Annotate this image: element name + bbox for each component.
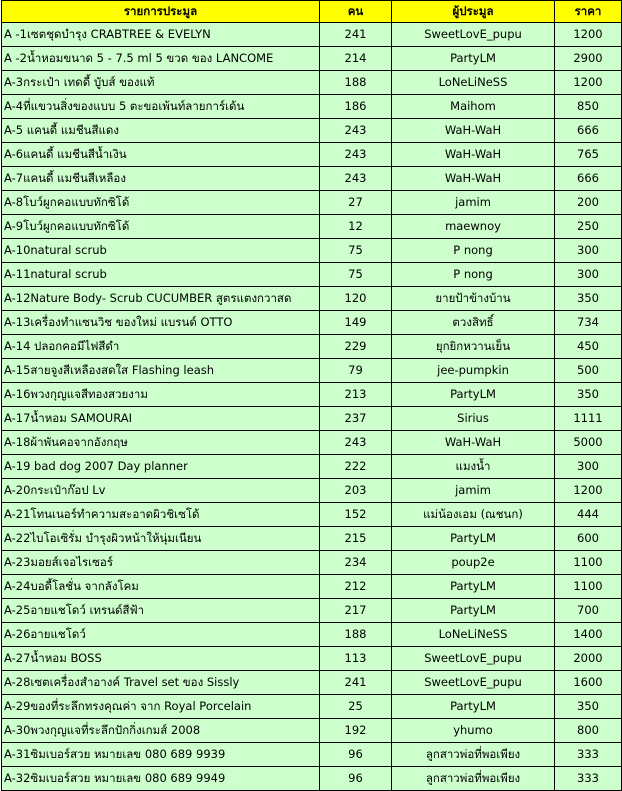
table-header: [2, 1, 622, 23]
header-item: รายการประมูล: [2, 1, 320, 23]
item-cell: A-9โบว์ผูกคอแบบทักซิโด้: [2, 215, 320, 239]
count-cell: 96: [320, 767, 392, 791]
table-row: [2, 671, 622, 695]
seller-cell: LoNeLiNeSS: [392, 623, 555, 647]
count-cell: 96: [320, 743, 392, 767]
table-row: [2, 191, 622, 215]
item-cell: A -1เซตชุดบำรุง CRABTREE & EVELYN: [2, 23, 320, 47]
header-count: คน: [320, 1, 392, 23]
table-row: [2, 359, 622, 383]
table-row: [2, 455, 622, 479]
count-cell: 27: [320, 191, 392, 215]
count-cell: 214: [320, 47, 392, 71]
table-row: [2, 167, 622, 191]
price-cell: 600: [555, 527, 622, 551]
table-row: [2, 263, 622, 287]
count-cell: 25: [320, 695, 392, 719]
item-cell: A-26อายแชโดว์: [2, 623, 320, 647]
item-cell: A-21โทนเนอร์ทำความสะอาดผิวชิเซโด้: [2, 503, 320, 527]
item-cell: A-28เซตเครื่องสำอางค์ Travel set ของ Sissly: [2, 671, 320, 695]
count-cell: 215: [320, 527, 392, 551]
item-cell: A-31ซิมเบอร์สวย หมายเลข 080 689 9939: [2, 743, 320, 767]
seller-cell: PartyLM: [392, 599, 555, 623]
seller-cell: jamim: [392, 191, 555, 215]
seller-cell: SweetLovE_pupu: [392, 23, 555, 47]
count-cell: 120: [320, 287, 392, 311]
item-cell: A-18ผ้าพันคอจากอังกฤษ: [2, 431, 320, 455]
price-cell: 1600: [555, 671, 622, 695]
seller-cell: ลูกสาวพ่อที่พอเพียง: [392, 767, 555, 791]
count-cell: 212: [320, 575, 392, 599]
price-cell: 444: [555, 503, 622, 527]
table-row: [2, 143, 622, 167]
price-cell: 300: [555, 455, 622, 479]
table-row: [2, 767, 622, 791]
item-cell: A-16พวงกุญแจสีทองสวยงาม: [2, 383, 320, 407]
price-cell: 1100: [555, 575, 622, 599]
item-cell: A-30พวงกุญแจที่ระลึกปักกิ่งเกมส์ 2008: [2, 719, 320, 743]
price-cell: 1200: [555, 23, 622, 47]
header-row: [2, 1, 622, 23]
price-cell: 1200: [555, 71, 622, 95]
price-cell: 1200: [555, 479, 622, 503]
item-cell: A-13เครื่องทำแซนวิช ของใหม่ แบรนด์ OTTO: [2, 311, 320, 335]
table-row: [2, 287, 622, 311]
seller-cell: WaH-WaH: [392, 431, 555, 455]
item-cell: A-20กระเป๋าก๊อป Lv: [2, 479, 320, 503]
header-price: ราคา: [555, 1, 622, 23]
seller-cell: yhumo: [392, 719, 555, 743]
table-row: [2, 215, 622, 239]
table-row: [2, 239, 622, 263]
item-cell: A-8โบว์ผูกคอแบบทักซิโด้: [2, 191, 320, 215]
table-row: [2, 311, 622, 335]
item-cell: A-12Nature Body- Scrub CUCUMBER สูตรแตงกวาสด: [2, 287, 320, 311]
price-cell: 765: [555, 143, 622, 167]
item-cell: A-25อายแชโดว์ เทรนด์สีฟ้า: [2, 599, 320, 623]
count-cell: 188: [320, 623, 392, 647]
seller-cell: WaH-WaH: [392, 119, 555, 143]
count-cell: 241: [320, 671, 392, 695]
price-cell: 5000: [555, 431, 622, 455]
item-cell: A-3กระเป๋า เทดดี้ บัูบส์ ของแท้: [2, 71, 320, 95]
seller-cell: PartyLM: [392, 527, 555, 551]
count-cell: 222: [320, 455, 392, 479]
price-cell: 1400: [555, 623, 622, 647]
seller-cell: P nong: [392, 239, 555, 263]
table-row: [2, 575, 622, 599]
price-cell: 1100: [555, 551, 622, 575]
price-cell: 800: [555, 719, 622, 743]
seller-cell: PartyLM: [392, 695, 555, 719]
table-row: [2, 623, 622, 647]
table-row: [2, 431, 622, 455]
table-row: [2, 647, 622, 671]
item-cell: A-6แคนดี้ แมชีนสีน้ำเงิน: [2, 143, 320, 167]
count-cell: 192: [320, 719, 392, 743]
seller-cell: แมงน้ำ: [392, 455, 555, 479]
price-cell: 450: [555, 335, 622, 359]
count-cell: 75: [320, 239, 392, 263]
count-cell: 243: [320, 119, 392, 143]
seller-cell: SweetLovE_pupu: [392, 647, 555, 671]
item-cell: A-5 แคนดี้ แมชีนสีแดง: [2, 119, 320, 143]
price-cell: 734: [555, 311, 622, 335]
price-cell: 350: [555, 287, 622, 311]
table-body: [2, 23, 622, 791]
price-cell: 2000: [555, 647, 622, 671]
count-cell: 217: [320, 599, 392, 623]
count-cell: 237: [320, 407, 392, 431]
table-row: [2, 335, 622, 359]
seller-cell: WaH-WaH: [392, 143, 555, 167]
seller-cell: ยายป้าข้างบ้าน: [392, 287, 555, 311]
price-cell: 666: [555, 119, 622, 143]
count-cell: 188: [320, 71, 392, 95]
price-cell: 333: [555, 767, 622, 791]
table-row: [2, 719, 622, 743]
header-seller: ผู้ประมูล: [392, 1, 555, 23]
item-cell: A-4ที่แขวนสิ่งของแบบ 5 ตะขอเพ้นท์ลายการ์เด้น: [2, 95, 320, 119]
table-row: [2, 23, 622, 47]
table-row: [2, 47, 622, 71]
count-cell: 243: [320, 431, 392, 455]
seller-cell: ลูกสาวพ่อที่พอเพียง: [392, 743, 555, 767]
price-cell: 1111: [555, 407, 622, 431]
price-cell: 2900: [555, 47, 622, 71]
seller-cell: WaH-WaH: [392, 167, 555, 191]
price-cell: 500: [555, 359, 622, 383]
table-row: [2, 119, 622, 143]
item-cell: A-32ซิมเบอร์สวย หมายเลข 080 689 9949: [2, 767, 320, 791]
count-cell: 12: [320, 215, 392, 239]
count-cell: 243: [320, 143, 392, 167]
item-cell: A-7แคนดี้ แมชีนสีเหลือง: [2, 167, 320, 191]
seller-cell: P nong: [392, 263, 555, 287]
table-row: [2, 95, 622, 119]
seller-cell: PartyLM: [392, 47, 555, 71]
item-cell: A-17น้ำหอม SAMOURAI: [2, 407, 320, 431]
table-row: [2, 695, 622, 719]
table-row: [2, 527, 622, 551]
table-row: [2, 479, 622, 503]
seller-cell: maewnoy: [392, 215, 555, 239]
table-row: [2, 71, 622, 95]
item-cell: A-19 bad dog 2007 Day planner: [2, 455, 320, 479]
seller-cell: ตวงสิทธิ์: [392, 311, 555, 335]
item-cell: A-22ไบโอเซิรั่ม บำรุงผิวหน้าให้นุ่มเนียน: [2, 527, 320, 551]
count-cell: 213: [320, 383, 392, 407]
count-cell: 203: [320, 479, 392, 503]
seller-cell: แม่น้องเอม (ณชนก): [392, 503, 555, 527]
item-cell: A-24บอดี้โลชั่น จากลังโคม: [2, 575, 320, 599]
item-cell: A-11natural scrub: [2, 263, 320, 287]
table-row: [2, 551, 622, 575]
item-cell: A -2น้ำหอมขนาด 5 - 7.5 ml 5 ขวด ของ LANCOME: [2, 47, 320, 71]
auction-results-table: [1, 0, 622, 791]
count-cell: 79: [320, 359, 392, 383]
count-cell: 241: [320, 23, 392, 47]
price-cell: 300: [555, 239, 622, 263]
table-row: [2, 383, 622, 407]
item-cell: A-14 ปลอกคอมีไฟสีดำ: [2, 335, 320, 359]
price-cell: 200: [555, 191, 622, 215]
count-cell: 149: [320, 311, 392, 335]
seller-cell: ยุกยิกหวานเย็น: [392, 335, 555, 359]
table-row: [2, 599, 622, 623]
price-cell: 333: [555, 743, 622, 767]
price-cell: 300: [555, 263, 622, 287]
count-cell: 229: [320, 335, 392, 359]
seller-cell: poup2e: [392, 551, 555, 575]
count-cell: 75: [320, 263, 392, 287]
count-cell: 152: [320, 503, 392, 527]
count-cell: 234: [320, 551, 392, 575]
seller-cell: LoNeLiNeSS: [392, 71, 555, 95]
item-cell: A-23มอยส์เจอไรเซอร์: [2, 551, 320, 575]
price-cell: 350: [555, 695, 622, 719]
table-row: [2, 503, 622, 527]
seller-cell: jamim: [392, 479, 555, 503]
seller-cell: SweetLovE_pupu: [392, 671, 555, 695]
table-row: [2, 407, 622, 431]
price-cell: 666: [555, 167, 622, 191]
count-cell: 186: [320, 95, 392, 119]
seller-cell: PartyLM: [392, 383, 555, 407]
seller-cell: PartyLM: [392, 575, 555, 599]
seller-cell: Sirius: [392, 407, 555, 431]
price-cell: 850: [555, 95, 622, 119]
table-row: [2, 743, 622, 767]
price-cell: 350: [555, 383, 622, 407]
item-cell: A-29ของที่ระลึกทรงคุณค่า จาก Royal Porcelain: [2, 695, 320, 719]
item-cell: A-15สายจูงสีเหลืองสดใส Flashing leash: [2, 359, 320, 383]
seller-cell: jee-pumpkin: [392, 359, 555, 383]
count-cell: 243: [320, 167, 392, 191]
price-cell: 250: [555, 215, 622, 239]
seller-cell: Maihom: [392, 95, 555, 119]
price-cell: 700: [555, 599, 622, 623]
item-cell: A-10natural scrub: [2, 239, 320, 263]
count-cell: 113: [320, 647, 392, 671]
item-cell: A-27น้ำหอม BOSS: [2, 647, 320, 671]
